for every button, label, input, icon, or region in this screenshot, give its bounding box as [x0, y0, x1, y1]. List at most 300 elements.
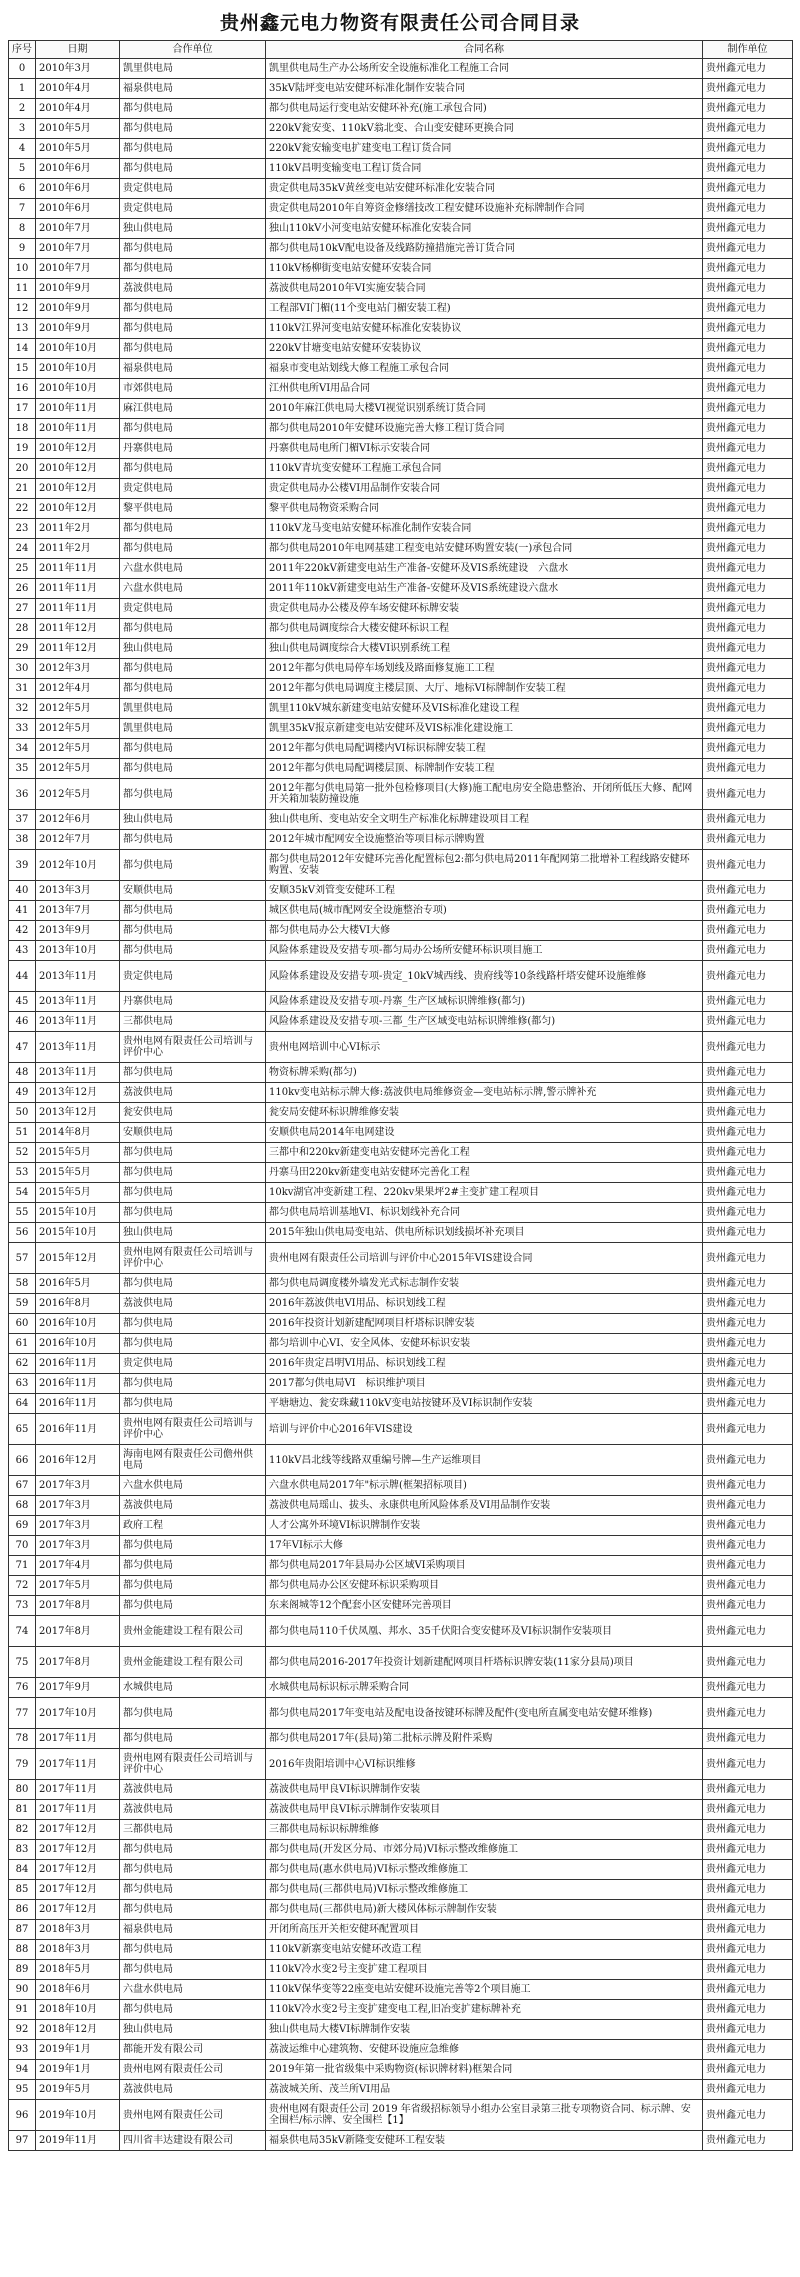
row-contract-name: 110kV龙马变电站安健环标准化制作安装合同 [266, 519, 703, 539]
row-date: 2017年12月 [36, 1820, 120, 1840]
row-serial: 38 [9, 830, 36, 850]
row-contract-name: 荔波供电局2010年VI实施安装合同 [266, 279, 703, 299]
row-date: 2017年10月 [36, 1698, 120, 1729]
row-partner: 政府工程 [120, 1516, 266, 1536]
table-row [9, 1143, 793, 1163]
table-row [9, 1243, 793, 1274]
row-date: 2013年12月 [36, 1083, 120, 1103]
row-maker: 贵州鑫元电力 [703, 519, 793, 539]
row-contract-name: 2012年都匀供电局配调楼内VI标识标牌安装工程 [266, 739, 703, 759]
row-contract-name: 平塘塘边、瓮安珠藏110kV变电站按键环及VI标识制作安装 [266, 1394, 703, 1414]
document-page [8, 6, 792, 2151]
row-partner: 贵州电网有限责任公司 [120, 2100, 266, 2131]
row-maker: 贵州鑫元电力 [703, 1083, 793, 1103]
row-date: 2010年10月 [36, 379, 120, 399]
row-date: 2016年11月 [36, 1414, 120, 1445]
row-contract-name: 2016年投资计划新建配网项目杆塔标识牌安装 [266, 1314, 703, 1334]
row-serial: 34 [9, 739, 36, 759]
row-date: 2015年10月 [36, 1223, 120, 1243]
row-maker: 贵州鑫元电力 [703, 850, 793, 881]
row-maker: 贵州鑫元电力 [703, 419, 793, 439]
row-partner: 丹寨供电局 [120, 992, 266, 1012]
row-contract-name: 荔波供电局甲良VI标示牌制作安装项目 [266, 1800, 703, 1820]
row-date: 2010年12月 [36, 439, 120, 459]
row-partner: 都匀供电局 [120, 1698, 266, 1729]
row-date: 2011年2月 [36, 539, 120, 559]
table-row [9, 1163, 793, 1183]
row-date: 2017年11月 [36, 1729, 120, 1749]
table-row [9, 659, 793, 679]
row-serial: 81 [9, 1800, 36, 1820]
row-date: 2013年11月 [36, 992, 120, 1012]
row-contract-name: 2017都匀供电局VI 标识维护项目 [266, 1374, 703, 1394]
row-date: 2010年3月 [36, 59, 120, 79]
row-partner: 都匀供电局 [120, 901, 266, 921]
row-serial: 35 [9, 759, 36, 779]
table-row [9, 79, 793, 99]
table-row [9, 2100, 793, 2131]
row-partner: 荔波供电局 [120, 1780, 266, 1800]
row-serial: 77 [9, 1698, 36, 1729]
row-partner: 三都供电局 [120, 1820, 266, 1840]
row-contract-name: 2016年荔波供电VI用品、标识划线工程 [266, 1294, 703, 1314]
row-partner: 贵州电网有限责任公司培训与评价中心 [120, 1749, 266, 1780]
table-row [9, 1012, 793, 1032]
row-contract-name: 2011年220kV新建变电站生产准备-安健环及VIS系统建设 六盘水 [266, 559, 703, 579]
row-serial: 40 [9, 881, 36, 901]
row-partner: 都匀供电局 [120, 830, 266, 850]
row-date: 2016年11月 [36, 1354, 120, 1374]
row-contract-name: 风险体系建设及安措专项-都匀局办公场所安健环标识项目施工 [266, 941, 703, 961]
row-contract-name: 福泉供电局35kV新隆变安健环工程安装 [266, 2131, 703, 2151]
table-row [9, 299, 793, 319]
table-row [9, 1920, 793, 1940]
row-partner: 都匀供电局 [120, 1394, 266, 1414]
row-date: 2017年3月 [36, 1496, 120, 1516]
table-row [9, 1940, 793, 1960]
table-row [9, 1749, 793, 1780]
row-contract-name: 江州供电所VI用品合同 [266, 379, 703, 399]
row-contract-name: 10kv湖官冲变新建工程、220kv果果坪2#主变扩建工程项目 [266, 1183, 703, 1203]
contract-table [8, 40, 793, 2151]
table-row [9, 2000, 793, 2020]
row-contract-name: 荔波城关所、茂兰所VI用品 [266, 2080, 703, 2100]
table-row [9, 339, 793, 359]
row-maker: 贵州鑫元电力 [703, 299, 793, 319]
table-row [9, 179, 793, 199]
row-serial: 78 [9, 1729, 36, 1749]
row-date: 2010年12月 [36, 459, 120, 479]
table-row [9, 941, 793, 961]
table-row [9, 1576, 793, 1596]
row-serial: 96 [9, 2100, 36, 2131]
row-contract-name: 丹寨供电局电所门楣VI标示安装合同 [266, 439, 703, 459]
row-partner: 都匀供电局 [120, 259, 266, 279]
row-serial: 9 [9, 239, 36, 259]
row-maker: 贵州鑫元电力 [703, 1354, 793, 1374]
table-row [9, 1223, 793, 1243]
row-serial: 0 [9, 59, 36, 79]
row-partner: 丹寨供电局 [120, 439, 266, 459]
row-date: 2017年8月 [36, 1616, 120, 1647]
row-serial: 71 [9, 1556, 36, 1576]
row-contract-name: 2010年麻江供电局大楼VI视觉识别系统订货合同 [266, 399, 703, 419]
row-date: 2010年9月 [36, 279, 120, 299]
row-contract-name: 110kV新寨变电站安健环改造工程 [266, 1940, 703, 1960]
table-row [9, 1880, 793, 1900]
row-date: 2013年12月 [36, 1103, 120, 1123]
row-maker: 贵州鑫元电力 [703, 1980, 793, 2000]
row-maker: 贵州鑫元电力 [703, 179, 793, 199]
row-contract-name: 贵州电网有限责任公司培训与评价中心2015年VIS建设合同 [266, 1243, 703, 1274]
row-maker: 贵州鑫元电力 [703, 1556, 793, 1576]
document-title: 贵州鑫元电力物资有限责任公司合同目录 [219, 12, 580, 34]
row-contract-name: 都匀供电局10kV配电设备及线路防撞措施完善订货合同 [266, 239, 703, 259]
row-maker: 贵州鑫元电力 [703, 1900, 793, 1920]
row-contract-name: 人才公寓外环境VI标识牌制作安装 [266, 1516, 703, 1536]
table-header-row [9, 41, 793, 59]
row-date: 2016年11月 [36, 1394, 120, 1414]
row-maker: 贵州鑫元电力 [703, 1334, 793, 1354]
row-maker: 贵州鑫元电力 [703, 1476, 793, 1496]
row-partner: 贵州电网有限责任公司培训与评价中心 [120, 1414, 266, 1445]
row-serial: 59 [9, 1294, 36, 1314]
table-row [9, 1800, 793, 1820]
row-contract-name: 安顺35kV刘管变安健环工程 [266, 881, 703, 901]
row-maker: 贵州鑫元电力 [703, 921, 793, 941]
row-partner: 都匀供电局 [120, 1536, 266, 1556]
row-maker: 贵州鑫元电力 [703, 259, 793, 279]
row-contract-name: 都匀供电局(三都供电局)VI标示整改维修施工 [266, 1880, 703, 1900]
row-date: 2012年5月 [36, 699, 120, 719]
row-date: 2013年10月 [36, 941, 120, 961]
table-row [9, 759, 793, 779]
row-contract-name: 工程部VI门楣(11个变电站门楣安装工程) [266, 299, 703, 319]
row-contract-name: 都匀供电局2012年安健环完善化配置标包2:都匀供电局2011年配网第二批增补工程线路安健环购置、安装 [266, 850, 703, 881]
row-serial: 44 [9, 961, 36, 992]
row-contract-name: 丹寨马田220kv新建变电站安健环完善化工程 [266, 1163, 703, 1183]
row-contract-name: 都匀供电局2017年县局办公区域VI采购项目 [266, 1556, 703, 1576]
row-date: 2015年5月 [36, 1163, 120, 1183]
row-partner: 贵定供电局 [120, 599, 266, 619]
row-date: 2017年11月 [36, 1800, 120, 1820]
row-partner: 都匀供电局 [120, 1314, 266, 1334]
row-contract-name: 荔波供电局甲良VI标识牌制作安装 [266, 1780, 703, 1800]
row-contract-name: 贵州电网有限责任公司 2019 年省级招标领导小组办公室目录第三批专项物资合同、标示牌、安全围栏/标示牌、安全围栏【1】 [266, 2100, 703, 2131]
row-partner: 凯里供电局 [120, 719, 266, 739]
table-row [9, 219, 793, 239]
row-serial: 69 [9, 1516, 36, 1536]
table-row [9, 2080, 793, 2100]
row-maker: 贵州鑫元电力 [703, 739, 793, 759]
row-serial: 18 [9, 419, 36, 439]
row-serial: 73 [9, 1596, 36, 1616]
row-maker: 贵州鑫元电力 [703, 239, 793, 259]
table-row [9, 2040, 793, 2060]
row-serial: 33 [9, 719, 36, 739]
row-partner: 贵州电网有限责任公司培训与评价中心 [120, 1243, 266, 1274]
row-serial: 23 [9, 519, 36, 539]
row-serial: 7 [9, 199, 36, 219]
row-maker: 贵州鑫元电力 [703, 339, 793, 359]
row-date: 2013年3月 [36, 881, 120, 901]
row-serial: 64 [9, 1394, 36, 1414]
row-partner: 都匀供电局 [120, 759, 266, 779]
row-partner: 福泉供电局 [120, 359, 266, 379]
row-partner: 荔波供电局 [120, 1800, 266, 1820]
row-date: 2016年8月 [36, 1294, 120, 1314]
row-date: 2010年10月 [36, 339, 120, 359]
row-contract-name: 物资标牌采购(都匀) [266, 1063, 703, 1083]
row-date: 2017年3月 [36, 1536, 120, 1556]
row-partner: 荔波供电局 [120, 279, 266, 299]
row-serial: 88 [9, 1940, 36, 1960]
table-row [9, 1334, 793, 1354]
table-row [9, 1960, 793, 1980]
row-date: 2015年12月 [36, 1243, 120, 1274]
row-maker: 贵州鑫元电力 [703, 1536, 793, 1556]
row-contract-name: 都匀供电局110千伏凤凰、邦水、35千伏阳合变安健环及VI标识制作安装项目 [266, 1616, 703, 1647]
table-row [9, 419, 793, 439]
table-row [9, 119, 793, 139]
row-date: 2012年5月 [36, 739, 120, 759]
row-date: 2019年1月 [36, 2040, 120, 2060]
row-partner: 都匀供电局 [120, 539, 266, 559]
table-row [9, 1860, 793, 1880]
row-maker: 贵州鑫元电力 [703, 59, 793, 79]
row-partner: 独山供电局 [120, 810, 266, 830]
row-contract-name: 都匀供电局2017年变电站及配电设备按键环标牌及配件(变电所直属变电站安健环维修) [266, 1698, 703, 1729]
row-date: 2010年11月 [36, 399, 120, 419]
row-maker: 贵州鑫元电力 [703, 1223, 793, 1243]
table-row [9, 779, 793, 810]
row-maker: 贵州鑫元电力 [703, 2100, 793, 2131]
row-maker: 贵州鑫元电力 [703, 1960, 793, 1980]
row-contract-name: 都匀供电局2016-2017年投资计划新建配网项目杆塔标识牌安装(11家分县局)项目 [266, 1647, 703, 1678]
row-serial: 53 [9, 1163, 36, 1183]
row-date: 2011年11月 [36, 559, 120, 579]
row-serial: 13 [9, 319, 36, 339]
row-maker: 贵州鑫元电力 [703, 279, 793, 299]
row-serial: 83 [9, 1840, 36, 1860]
row-maker: 贵州鑫元电力 [703, 1647, 793, 1678]
table-row [9, 739, 793, 759]
table-row [9, 199, 793, 219]
row-partner: 安顺供电局 [120, 881, 266, 901]
row-serial: 24 [9, 539, 36, 559]
row-contract-name: 2011年110kV新建变电站生产准备-安健环及VIS系统建设六盘水 [266, 579, 703, 599]
row-date: 2011年11月 [36, 599, 120, 619]
row-serial: 49 [9, 1083, 36, 1103]
row-serial: 66 [9, 1445, 36, 1476]
row-date: 2016年5月 [36, 1274, 120, 1294]
row-maker: 贵州鑫元电力 [703, 2060, 793, 2080]
row-partner: 麻江供电局 [120, 399, 266, 419]
row-serial: 85 [9, 1880, 36, 1900]
row-date: 2011年12月 [36, 619, 120, 639]
row-date: 2011年11月 [36, 579, 120, 599]
table-row [9, 1123, 793, 1143]
row-serial: 4 [9, 139, 36, 159]
header-serial: 序号 [9, 41, 36, 59]
row-contract-name: 开闭所高压开关柜安健环配置项目 [266, 1920, 703, 1940]
table-row [9, 1780, 793, 1800]
row-partner: 荔波供电局 [120, 1083, 266, 1103]
row-date: 2019年11月 [36, 2131, 120, 2151]
row-maker: 贵州鑫元电力 [703, 539, 793, 559]
row-partner: 都匀供电局 [120, 339, 266, 359]
row-partner: 荔波供电局 [120, 1294, 266, 1314]
row-maker: 贵州鑫元电力 [703, 599, 793, 619]
row-contract-name: 三都中和220kv新建变电站安健环完善化工程 [266, 1143, 703, 1163]
row-date: 2018年12月 [36, 2020, 120, 2040]
row-date: 2019年1月 [36, 2060, 120, 2080]
row-maker: 贵州鑫元电力 [703, 1143, 793, 1163]
table-row [9, 319, 793, 339]
row-date: 2012年6月 [36, 810, 120, 830]
row-partner: 贵定供电局 [120, 479, 266, 499]
row-date: 2017年11月 [36, 1780, 120, 1800]
table-row [9, 479, 793, 499]
table-row [9, 1394, 793, 1414]
row-serial: 54 [9, 1183, 36, 1203]
row-contract-name: 独山供电局大楼VI标牌制作安装 [266, 2020, 703, 2040]
row-partner: 贵州电网有限责任公司培训与评价中心 [120, 1032, 266, 1063]
table-row [9, 679, 793, 699]
row-contract-name: 2016年贵阳培训中心VI标识维修 [266, 1749, 703, 1780]
row-maker: 贵州鑫元电力 [703, 1576, 793, 1596]
row-partner: 都匀供电局 [120, 1203, 266, 1223]
row-date: 2012年5月 [36, 779, 120, 810]
row-date: 2018年6月 [36, 1980, 120, 2000]
row-maker: 贵州鑫元电力 [703, 99, 793, 119]
table-row [9, 2060, 793, 2080]
table-row [9, 1616, 793, 1647]
row-maker: 贵州鑫元电力 [703, 992, 793, 1012]
table-row [9, 1183, 793, 1203]
header-maker: 制作单位 [703, 41, 793, 59]
row-date: 2013年7月 [36, 901, 120, 921]
row-partner: 六盘水供电局 [120, 1476, 266, 1496]
row-serial: 11 [9, 279, 36, 299]
row-serial: 46 [9, 1012, 36, 1032]
row-date: 2017年12月 [36, 1880, 120, 1900]
row-date: 2014年8月 [36, 1123, 120, 1143]
row-serial: 67 [9, 1476, 36, 1496]
row-maker: 贵州鑫元电力 [703, 679, 793, 699]
row-contract-name: 都匀供电局调度综合大楼安健环标识工程 [266, 619, 703, 639]
row-maker: 贵州鑫元电力 [703, 1414, 793, 1445]
row-date: 2012年3月 [36, 659, 120, 679]
row-serial: 21 [9, 479, 36, 499]
row-serial: 89 [9, 1960, 36, 1980]
row-maker: 贵州鑫元电力 [703, 1616, 793, 1647]
row-maker: 贵州鑫元电力 [703, 2040, 793, 2060]
row-serial: 48 [9, 1063, 36, 1083]
row-contract-name: 都匀供电局运行变电站安健环补充(施工承包合同) [266, 99, 703, 119]
row-date: 2010年5月 [36, 139, 120, 159]
row-maker: 贵州鑫元电力 [703, 1678, 793, 1698]
row-date: 2019年10月 [36, 2100, 120, 2131]
row-contract-name: 220kV瓮安输变电扩建变电工程订货合同 [266, 139, 703, 159]
row-date: 2013年11月 [36, 1012, 120, 1032]
table-row [9, 1103, 793, 1123]
row-maker: 贵州鑫元电力 [703, 1729, 793, 1749]
row-date: 2016年12月 [36, 1445, 120, 1476]
row-date: 2017年11月 [36, 1749, 120, 1780]
row-serial: 68 [9, 1496, 36, 1516]
row-partner: 独山供电局 [120, 2020, 266, 2040]
row-maker: 贵州鑫元电力 [703, 1394, 793, 1414]
row-date: 2013年11月 [36, 961, 120, 992]
row-maker: 贵州鑫元电力 [703, 79, 793, 99]
row-date: 2013年11月 [36, 1032, 120, 1063]
row-partner: 都匀供电局 [120, 1063, 266, 1083]
row-maker: 贵州鑫元电力 [703, 139, 793, 159]
row-maker: 贵州鑫元电力 [703, 2080, 793, 2100]
row-partner: 黎平供电局 [120, 499, 266, 519]
table-row [9, 1476, 793, 1496]
row-contract-name: 风险体系建设及安措专项-贵定_10kV城西线、贵府线等10条线路杆塔安健环设施维修 [266, 961, 703, 992]
table-row [9, 1354, 793, 1374]
table-row [9, 1820, 793, 1840]
row-partner: 都匀供电局 [120, 299, 266, 319]
row-date: 2017年8月 [36, 1647, 120, 1678]
row-maker: 贵州鑫元电力 [703, 559, 793, 579]
row-serial: 43 [9, 941, 36, 961]
row-partner: 都匀供电局 [120, 779, 266, 810]
row-serial: 20 [9, 459, 36, 479]
row-contract-name: 2012年城市配网安全设施整治等项目标示牌购置 [266, 830, 703, 850]
table-row [9, 699, 793, 719]
row-maker: 贵州鑫元电力 [703, 219, 793, 239]
row-contract-name: 都匀供电局办公大楼VI大修 [266, 921, 703, 941]
table-row [9, 59, 793, 79]
row-maker: 贵州鑫元电力 [703, 719, 793, 739]
row-serial: 16 [9, 379, 36, 399]
row-partner: 都匀供电局 [120, 1596, 266, 1616]
row-partner: 独山供电局 [120, 639, 266, 659]
row-maker: 贵州鑫元电力 [703, 199, 793, 219]
row-serial: 75 [9, 1647, 36, 1678]
row-partner: 都匀供电局 [120, 1880, 266, 1900]
row-date: 2017年4月 [36, 1556, 120, 1576]
row-serial: 30 [9, 659, 36, 679]
row-maker: 贵州鑫元电力 [703, 759, 793, 779]
row-partner: 四川省丰达建设有限公司 [120, 2131, 266, 2151]
row-serial: 56 [9, 1223, 36, 1243]
row-contract-name: 都匀培训中心VI、安全风体、安健环标识安装 [266, 1334, 703, 1354]
row-maker: 贵州鑫元电力 [703, 1163, 793, 1183]
row-partner: 凯里供电局 [120, 59, 266, 79]
row-maker: 贵州鑫元电力 [703, 810, 793, 830]
row-partner: 福泉供电局 [120, 1920, 266, 1940]
row-maker: 贵州鑫元电力 [703, 1243, 793, 1274]
row-contract-name: 2019年第一批省级集中采购物资(标识牌材料)框架合同 [266, 2060, 703, 2080]
row-contract-name: 凯里供电局生产办公场所安全设施标准化工程施工合同 [266, 59, 703, 79]
table-row [9, 1032, 793, 1063]
row-contract-name: 都匀供电局2010年安健环设施完善大修工程订货合同 [266, 419, 703, 439]
row-maker: 贵州鑫元电力 [703, 639, 793, 659]
row-maker: 贵州鑫元电力 [703, 1314, 793, 1334]
row-partner: 都匀供电局 [120, 1576, 266, 1596]
table-row [9, 2131, 793, 2151]
row-serial: 3 [9, 119, 36, 139]
row-partner: 六盘水供电局 [120, 1980, 266, 2000]
row-date: 2015年10月 [36, 1203, 120, 1223]
row-maker: 贵州鑫元电力 [703, 319, 793, 339]
row-serial: 97 [9, 2131, 36, 2151]
